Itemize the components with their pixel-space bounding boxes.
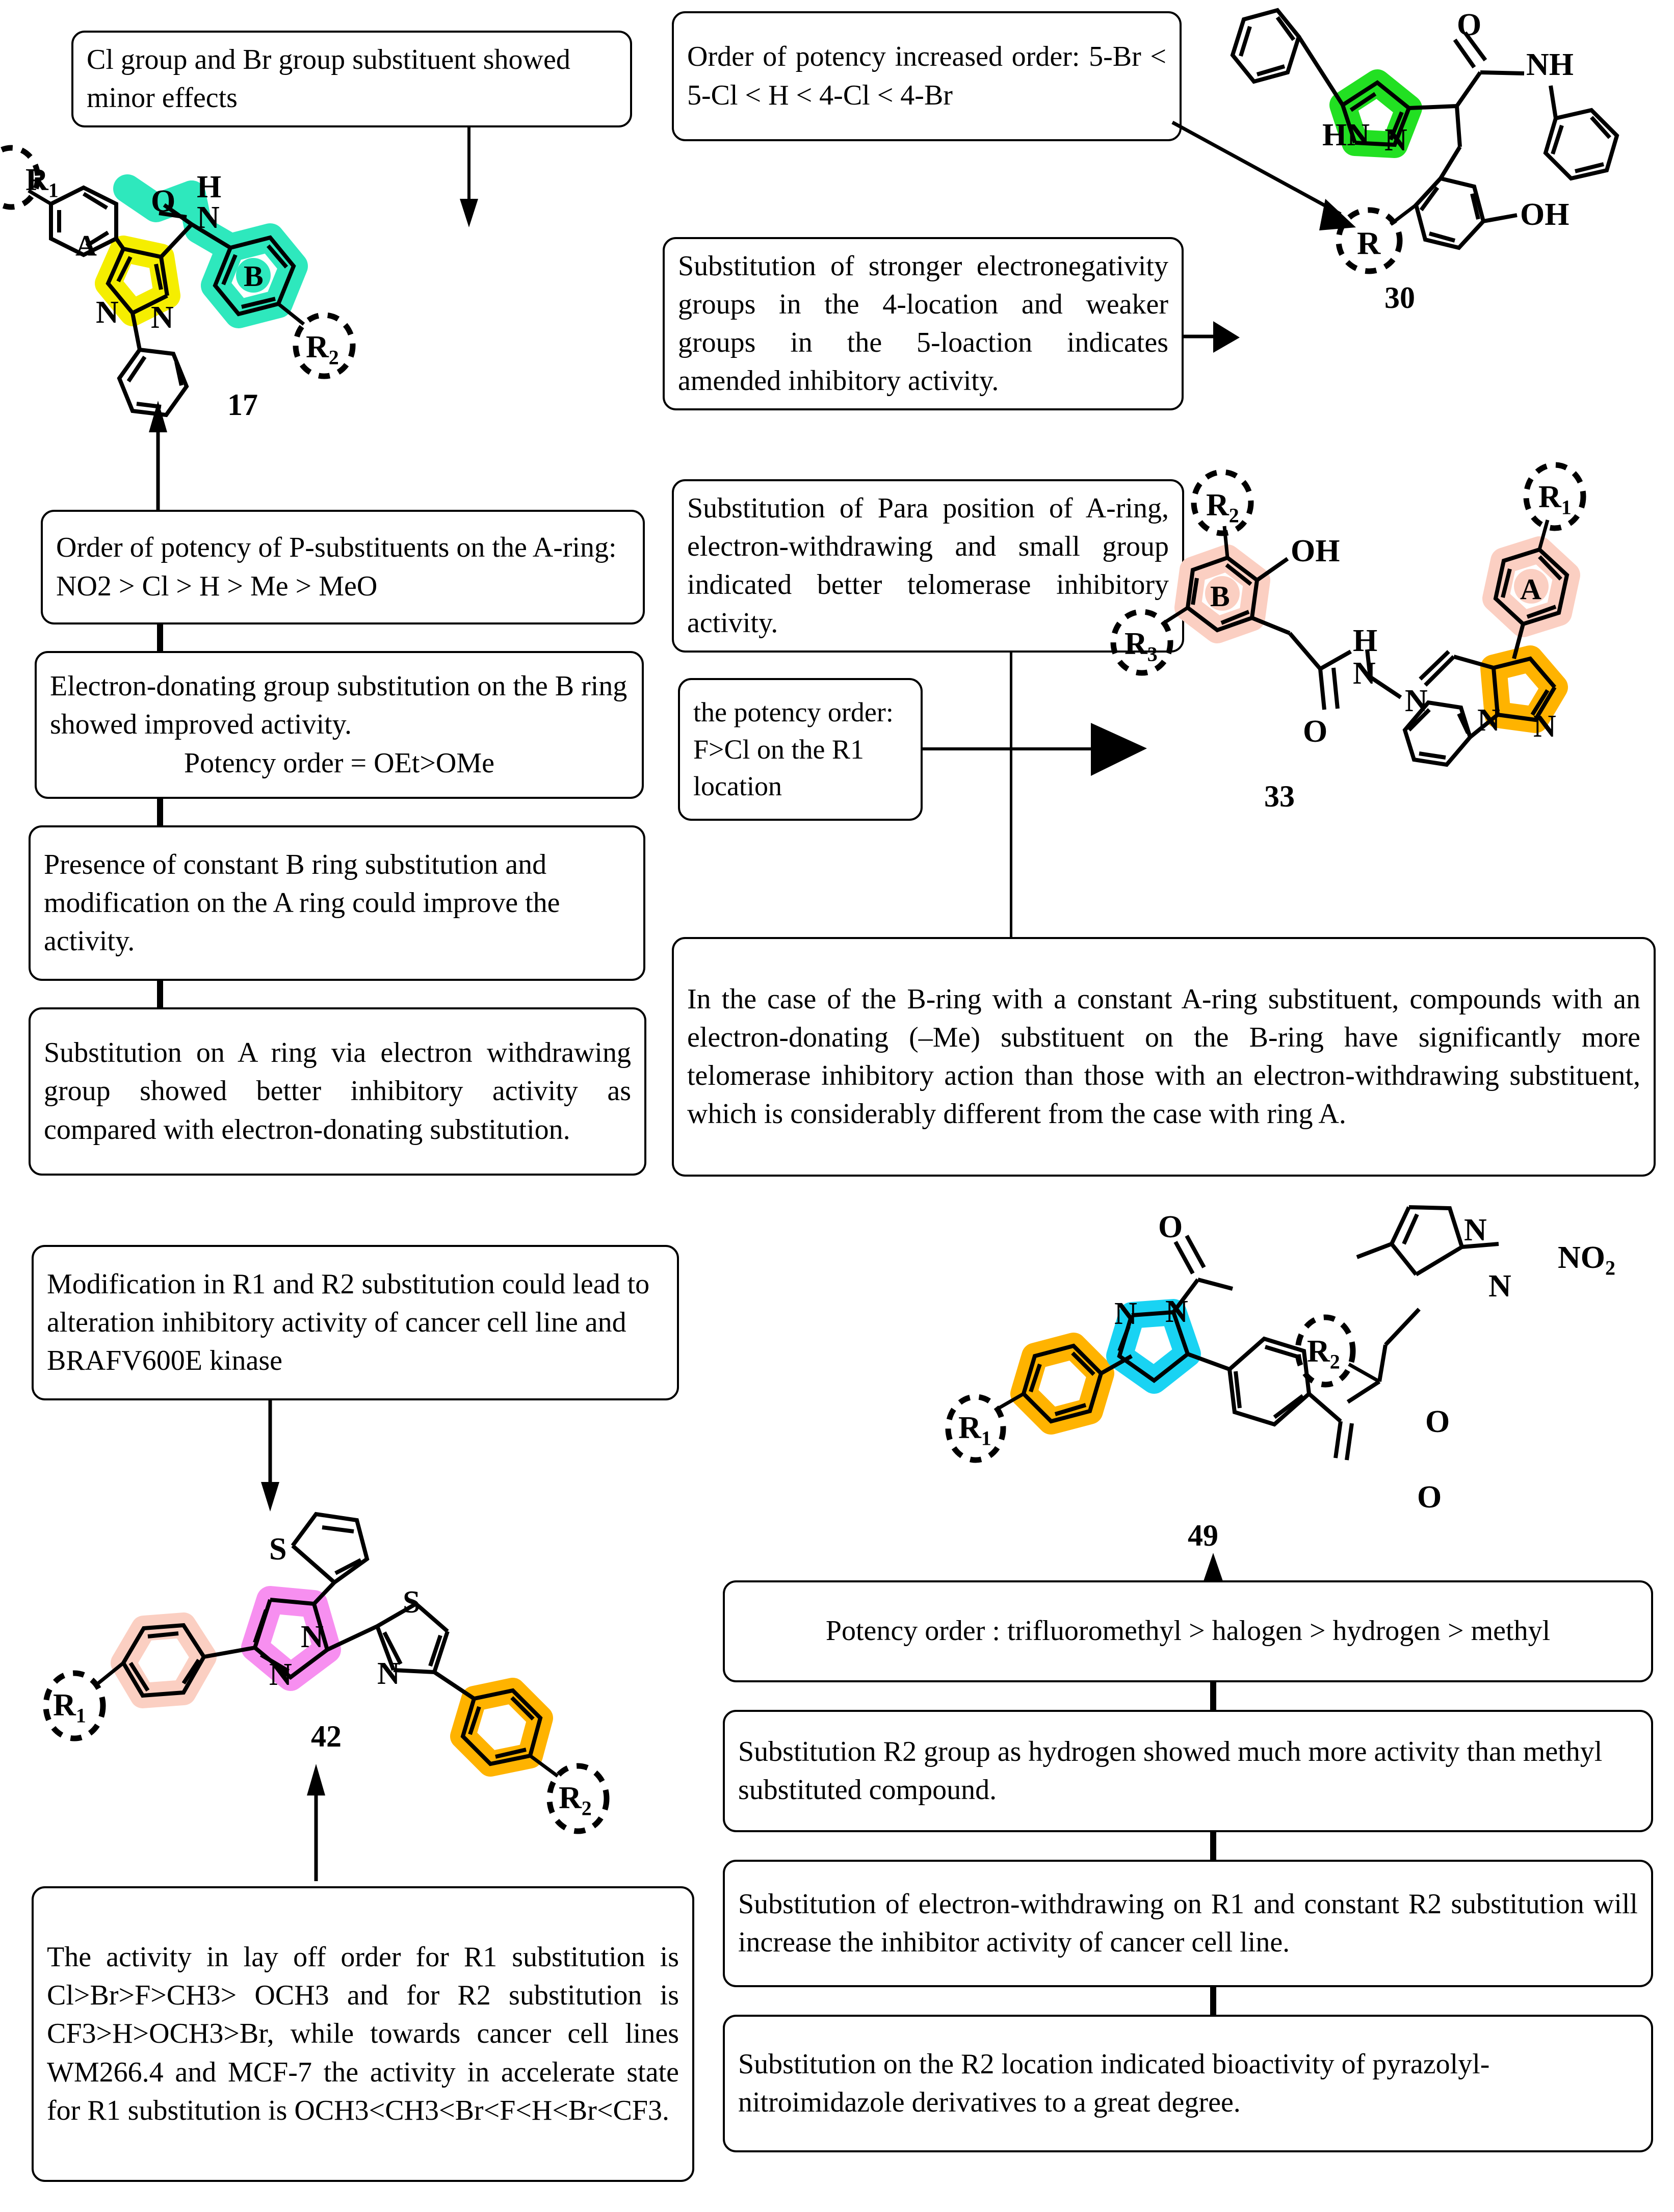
- box-electron-donating-b-ring: [35, 651, 644, 799]
- box-substitution-a-ring-ewg-text: Substitution on A ring via electron withdrawing group showed better inhibitory activity as compared with electron-donating substitution.: [44, 1037, 631, 1146]
- box-order-p-substituents-text: Order of potency of P-substituents on the A-ring: NO2 > Cl > H > Me > MeO: [56, 532, 617, 602]
- structure-49-atom-o-ester: O: [1425, 1404, 1450, 1439]
- structure-17-atom-n1: N: [96, 295, 119, 330]
- connector-potency-f-cl-horizontal: [923, 747, 1111, 750]
- structure-49-atom-o-carbonyl: O: [1417, 1480, 1442, 1515]
- structure-33-atom-n2: N: [1533, 709, 1556, 744]
- structure-30-atom-hn: HN: [1322, 118, 1370, 152]
- structure-42-r1-label: $R_1$: [53, 1688, 86, 1727]
- structure-17-atom-h: H: [197, 170, 222, 204]
- structure-42: [31, 1504, 693, 1871]
- box-activity-lay-off-order-text: The activity in lay off order for R1 substitution is Cl>Br>F>CH3> OCH3 and for R2 substitution is CF3>H>OCH3>Br, while towards cancer cell lines WM266.4 and MCF-7 the activity in accelerate state for R1 substitution is OCH3<CH3<Br<F<H<Br<CF3.: [47, 1941, 679, 2126]
- structure-33-atom-n-h: N: [1353, 656, 1376, 691]
- structure-30-atom-nh: NH: [1526, 47, 1574, 82]
- box-stronger-electronegativity-text: Substitution of stronger electronegativity groups in the 4-location and weaker groups in the 5-loaction indicates amended inhibitory activity.: [678, 250, 1168, 397]
- connector-constant-b-to-a-ring-ewg: [157, 981, 163, 1007]
- structure-33-number: 33: [1264, 779, 1295, 813]
- connector-ewg-r1-to-r2-location: [1210, 1987, 1216, 2015]
- box-potency-f-cl-r1: [678, 678, 923, 821]
- structure-49-atom-n1: N: [1114, 1296, 1137, 1331]
- structure-49-atom-n2: N: [1165, 1294, 1188, 1329]
- structure-33-ring-b-label: B: [1210, 580, 1230, 613]
- arrow-activity-layoff-to-struct42: [296, 1754, 357, 1886]
- structure-42-atom-n-pz2: N: [269, 1657, 292, 1692]
- box-modification-r1-r2: [32, 1245, 679, 1400]
- structure-33-atom-o: O: [1303, 714, 1328, 749]
- structure-33-r1-label: $R_1$: [1538, 480, 1572, 519]
- box-order-p-substituents: [41, 510, 645, 624]
- structure-30-atom-n: N: [1384, 123, 1407, 158]
- box-electron-donating-b-ring-text: [37, 662, 642, 787]
- box-b-ring-constant-a-ring: [672, 937, 1656, 1177]
- structure-17-r2-label: $R_2$: [306, 330, 339, 369]
- structure-30: [1213, 10, 1672, 316]
- structure-30-r-label: R: [1357, 225, 1381, 261]
- connector-electron-donating-to-constant-b: [157, 799, 163, 825]
- structure-49: [928, 1183, 1672, 1560]
- structure-49-atom-no2: $NO_2$: [1558, 1240, 1615, 1280]
- structure-49-atom-n-imid-bottom: N: [1488, 1269, 1511, 1304]
- box-r2-location-bioactivity: [723, 2015, 1653, 2152]
- structure-33-ring-a-label: A: [1520, 572, 1541, 606]
- box-para-position-a-ring: [672, 479, 1184, 653]
- structure-42-atom-s-thiophene: S: [269, 1532, 287, 1567]
- structure-17-ring-b-label: B: [244, 259, 264, 293]
- box-b-ring-constant-a-ring-text: In the case of the B-ring with a constant A-ring substituent, compounds with an electron-donating (–Me) substituent on the B-ring have significantly more telomerase inhibitory action than those with an electron-withdrawing substituent, which is considerably different from the case with ring A.: [687, 983, 1640, 1130]
- structure-17-atom-n-amide: N: [197, 200, 220, 235]
- structure-42-atom-n-pz1: N: [301, 1620, 324, 1654]
- box-para-position-a-ring-text: Substitution of Para position of A-ring, electron-withdrawing and small group indicated better telomerase inhibitory activity.: [687, 492, 1169, 639]
- box-constant-b-ring: [29, 825, 645, 981]
- box-order-potency-increased-text: Order of potency increased order: 5-Br < 5-Cl < H < 4-Cl < 4-Br: [687, 41, 1166, 111]
- box-electron-donating-line2: Potency order = OEt>OMe: [184, 747, 495, 779]
- structure-33-atom-n-imine: N: [1405, 684, 1428, 718]
- structure-30-atom-o: O: [1457, 8, 1482, 42]
- arrow-potency-p-sub-to-struct17: [138, 393, 199, 515]
- box-potency-order-trifluoromethyl-text: Potency order : trifluoromethyl > halogen > hydrogen > methyl: [825, 1615, 1551, 1647]
- box-electron-donating-line1: Electron-donating group substitution on the B ring showed improved activity.: [50, 670, 627, 741]
- box-cl-br-minor-effects-text: Cl group and Br group substituent showed minor effects: [87, 43, 570, 114]
- structure-42-r2-label: $R_2$: [559, 1781, 592, 1820]
- box-cl-br-minor-effects: [71, 31, 632, 127]
- box-r2-hydrogen-activity-text: Substitution R2 group as hydrogen showed much more activity than methyl substituted compound.: [738, 1735, 1603, 1806]
- box-potency-order-trifluoromethyl: [723, 1580, 1653, 1682]
- structure-17: [31, 148, 642, 505]
- structure-42-atom-s-thiazole: S: [403, 1585, 421, 1620]
- box-r2-location-bioactivity-text: Substitution on the R2 location indicated bioactivity of pyrazolyl-nitroimidazole derivatives to a great degree.: [738, 2048, 1490, 2118]
- box-ewg-on-r1-constant-r2: [723, 1860, 1653, 1987]
- arrow-modification-to-struct42: [250, 1400, 311, 1518]
- structure-33-atom-oh: OH: [1291, 534, 1340, 568]
- box-constant-b-ring-text: Presence of constant B ring substitution and modification on the A ring could improve the activity.: [44, 848, 560, 957]
- structure-17-ring-a-label: A: [75, 229, 97, 262]
- structure-49-r2-label: $R_2$: [1307, 1334, 1340, 1373]
- connector-para-to-arrow-vertical: [1010, 653, 1012, 897]
- box-r2-hydrogen-activity: [723, 1710, 1653, 1832]
- structure-17-atom-n2: N: [151, 300, 174, 335]
- structure-30-atom-oh: OH: [1520, 197, 1570, 232]
- structure-17-atom-o: O: [151, 184, 176, 219]
- structure-33-r3-label: $R_3$: [1124, 627, 1158, 666]
- structure-30-number: 30: [1384, 281, 1415, 315]
- box-activity-lay-off-order: [32, 1886, 694, 2182]
- structure-33-atom-h: H: [1353, 623, 1378, 658]
- structure-17-number: 17: [227, 388, 258, 422]
- connector-potency-to-r2-hydrogen: [1210, 1682, 1216, 1710]
- structure-42-atom-n-thiazole: N: [377, 1656, 400, 1691]
- arrow-electronegativity-to-struct30: [1184, 316, 1250, 357]
- connector-para-to-bring-box: [1010, 897, 1012, 938]
- box-potency-f-cl-r1-text: the potency order: F>Cl on the R1 location: [693, 697, 894, 802]
- structure-33-atom-n1: N: [1477, 703, 1500, 738]
- connector-r2-hydrogen-to-ewg-r1: [1210, 1832, 1216, 1860]
- structure-17-r1-label: $R_1$: [25, 163, 59, 202]
- box-modification-r1-r2-text: Modification in R1 and R2 substitution could lead to alteration inhibitory activity of cancer cell line and BRAFV600E kinase: [47, 1268, 650, 1377]
- structure-49-r1-label: $R_1$: [958, 1411, 991, 1450]
- box-order-potency-increased: [672, 11, 1182, 141]
- box-substitution-a-ring-ewg: [29, 1007, 646, 1176]
- structure-49-atom-o-acetyl: O: [1158, 1210, 1183, 1244]
- connector-order-p-to-electron-donating: [157, 624, 163, 651]
- structure-49-atom-n-imid-top: N: [1464, 1213, 1487, 1247]
- structure-42-number: 42: [311, 1720, 342, 1753]
- structure-49-number: 49: [1188, 1519, 1218, 1552]
- box-stronger-electronegativity: [663, 237, 1184, 410]
- structure-33-r2-label: $R_2$: [1206, 488, 1239, 527]
- box-ewg-on-r1-constant-r2-text: Substitution of electron-withdrawing on R1 and constant R2 substitution will increase the inhibitor activity of cancer cell line.: [738, 1888, 1638, 1958]
